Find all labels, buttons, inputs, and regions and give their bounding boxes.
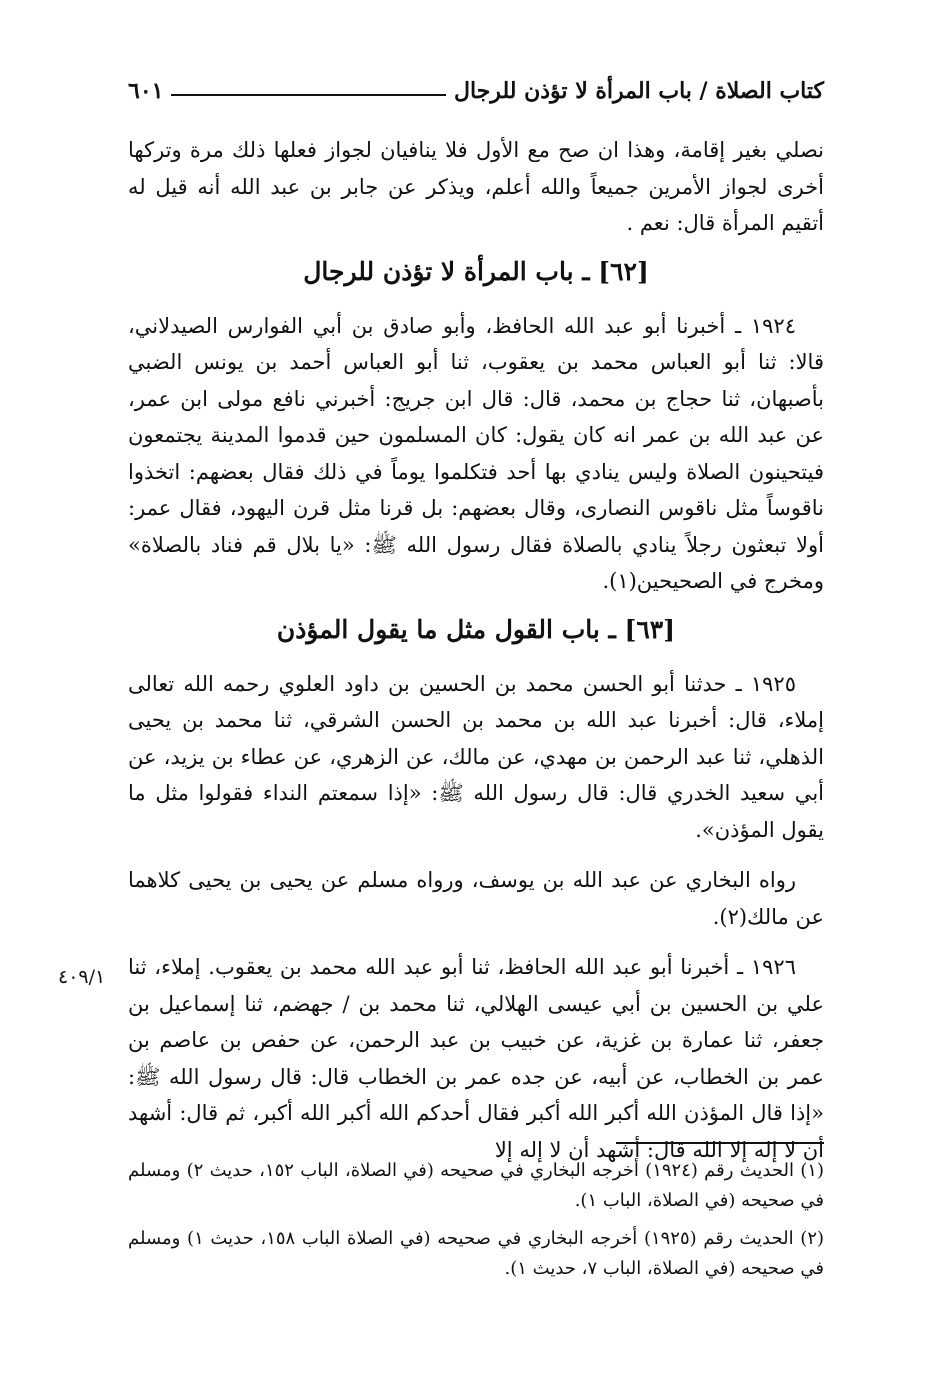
hadith-1925-note: رواه البخاري عن عبد الله بن يوسف، ورواه مسلم عن يحيى بن يحيى كلاهما عن مالك(٢). bbox=[128, 868, 824, 929]
footnote-separator bbox=[616, 1142, 824, 1144]
hadith-1924: ١٩٢٤ ـ أخبرنا أبو عبد الله الحافظ، وأبو صادق بن أبي الفوارس الصيدلاني، قالا: ثنا أبو العباس محمد بن يعقوب، ثنا أبو العباس أحمد بن يونس الضبي بأصبهان، ثنا حجاج بن محمد، قال: قال ابن جريج: أخبرني نافع مولى ابن عمر، عن عبد الله بن عمر انه كان يقول: كان المسلمون حين قدموا المدينة يجتمعون فيتحينون الصلاة وليس ينادي بها أحد فتكلموا يوماً في ذلك فقال بعضهم: اتخذوا ناقوساً مثل ناقوس النصارى، وقال بعضهم: بل قرنا مثل قرن اليهود، فقال عمر: أولا تبعثون رجلاً ينادي بالصلاة فقال رسول الله ﷺ: «يا بلال قم فناد بالصلاة» ومخرج في الصحيحين(١). bbox=[128, 313, 824, 593]
running-header bbox=[128, 78, 824, 104]
intro-paragraph: نصلي بغير إقامة، وهذا ان صح مع الأول فلا ينافيان لجواز فعلها ذلك مرة وتركها أخرى لجواز الأمرين جميعاً والله أعلم، ويذكر عن جابر بن عبد الله أنه قيل له أتقيم المرأة قال: نعم . bbox=[128, 138, 824, 235]
header-rule bbox=[171, 94, 446, 96]
paragraph-gap bbox=[128, 935, 824, 949]
page-number: ٦٠١ bbox=[128, 78, 164, 104]
footnotes bbox=[128, 1156, 824, 1292]
margin-reference: ٤٠٩/١ bbox=[58, 966, 106, 988]
footnote-1: (١) الحديث رقم (١٩٢٤) أخرجه البخاري في صحيحه (في الصلاة، الباب ١٥٢، حديث ٢) ومسلم في صحيحه (في الصلاة، الباب ١). bbox=[128, 1160, 824, 1211]
paragraph-gap bbox=[128, 848, 824, 862]
chapter-heading-62: [٦٢] ـ باب المرأة لا تؤذن للرجال bbox=[303, 256, 649, 286]
footnote-2: (٢) الحديث رقم (١٩٢٥) أخرجه البخاري في صحيحه (في الصلاة الباب ١٥٨، حديث ١) ومسلم في صحيحه (في الصلاة، الباب ٧، حديث ١). bbox=[128, 1228, 825, 1279]
hadith-1925: ١٩٢٥ ـ حدثنا أبو الحسن محمد بن الحسين بن داود العلوي رحمه الله تعالى إملاء، قال: أخبرنا عبد الله بن محمد بن الحسن الشرقي، ثنا محمد بن يحيى الذهلي، ثنا عبد الرحمن بن مهدي، عن مالك، عن الزهري، عن عطاء بن يزيد، عن أبي سعيد الخدري قال: قال رسول الله ﷺ: «إذا سمعتم النداء فقولوا مثل ما يقول المؤذن». bbox=[128, 671, 824, 842]
hadith-1926: ١٩٢٦ ـ أخبرنا أبو عبد الله الحافظ، ثنا أبو عبد الله محمد بن يعقوب. إملاء، ثنا علي بن الحسين بن أبي عيسى الهلالي، ثنا محمد بن / جهضم، ثنا إسماعيل بن جعفر، ثنا عمارة بن غزية، عن خبيب بن عبد الرحمن، عن حفص بن عاصم بن عمر بن الخطاب، عن أبيه، عن جده عمر بن الخطاب قال: قال رسول الله ﷺ: «إذا قال المؤذن الله أكبر الله أكبر فقال أحدكم الله أكبر الله أكبر، ثم قال: أشهد أن لا إله إلا الله قال: أشهد أن لا إله إلا bbox=[128, 955, 824, 1162]
header-title: كتاب الصلاة / باب المرأة لا تؤذن للرجال bbox=[454, 78, 824, 104]
main-text bbox=[128, 132, 824, 1168]
chapter-heading-63: [٦٣] ـ باب القول مثل ما يقول المؤذن bbox=[276, 614, 676, 644]
